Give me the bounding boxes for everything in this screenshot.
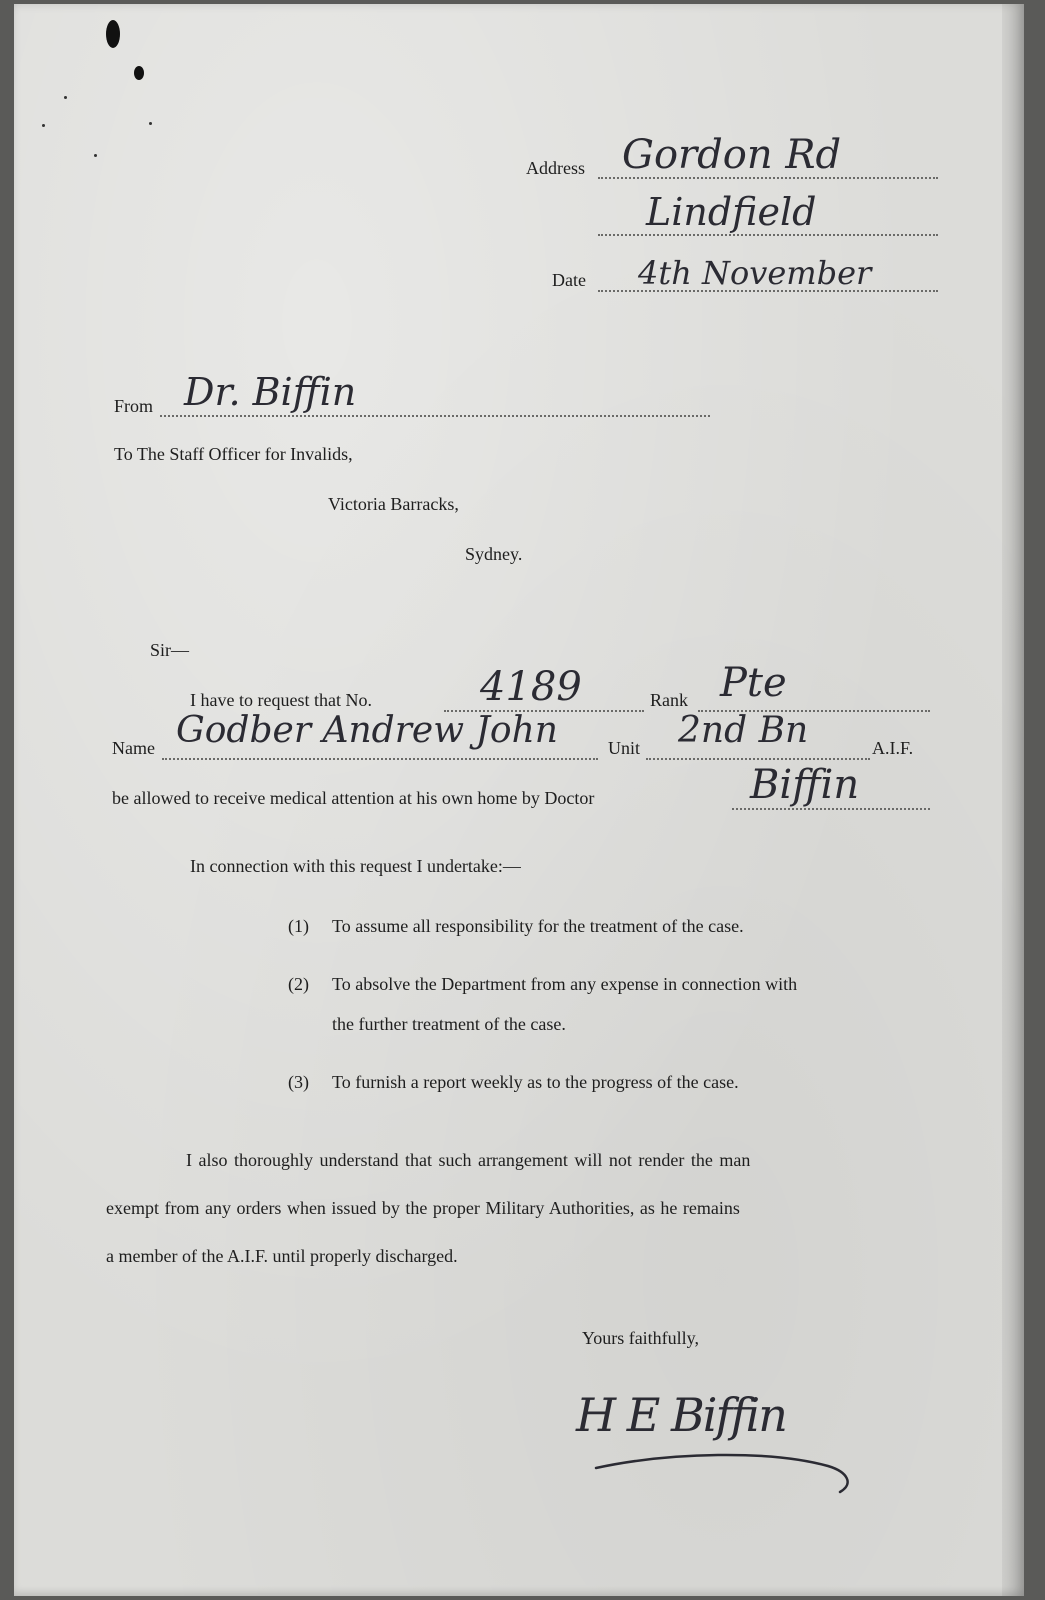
salutation: Sir— xyxy=(150,640,190,660)
item-number: (3) xyxy=(288,1072,309,1092)
address-line2-handwritten: Lindfield xyxy=(646,190,817,234)
closing-paragraph-line2: exempt from any orders when issued by the proper Military Authorities, as he remains xyxy=(106,1198,740,1218)
to-line2: Victoria Barracks, xyxy=(328,494,459,514)
signature: H E Biffin xyxy=(576,1388,786,1442)
page-edge-shadow xyxy=(1002,4,1024,1596)
to-line3: Sydney. xyxy=(465,544,523,564)
name-rule xyxy=(162,758,598,760)
unit-handwritten: 2nd Bn xyxy=(678,710,809,751)
rank-label: Rank xyxy=(650,690,688,710)
unit-rule xyxy=(646,758,870,760)
to-line1: To The Staff Officer for Invalids, xyxy=(114,444,353,464)
item-number: (1) xyxy=(288,916,309,936)
punch-hole xyxy=(106,20,120,48)
from-handwritten: Dr. Biffin xyxy=(184,370,357,414)
punch-hole xyxy=(134,66,144,80)
undertake-intro: In connection with this request I undertake:— xyxy=(190,856,521,876)
name-handwritten: Godber Andrew John xyxy=(176,710,558,751)
paper-speck xyxy=(64,96,67,99)
doctor-handwritten: Biffin xyxy=(750,762,860,808)
valediction: Yours faithfully, xyxy=(582,1328,700,1348)
item-text: To absolve the Department from any expense in connection with xyxy=(332,974,798,994)
from-label: From xyxy=(114,396,154,416)
item-2-continuation: the further treatment of the case. xyxy=(332,1014,566,1034)
from-rule xyxy=(160,415,710,417)
name-label: Name xyxy=(112,738,155,758)
signature-flourish xyxy=(590,1444,870,1514)
closing-paragraph-line3: a member of the A.I.F. until properly discharged. xyxy=(106,1246,458,1266)
item-text: To assume all responsibility for the treatment of the case. xyxy=(332,916,744,936)
address-line2-rule xyxy=(598,234,938,236)
item-text: To furnish a report weekly as to the progress of the case. xyxy=(332,1072,739,1092)
rank-handwritten: Pte xyxy=(720,660,787,706)
paper-speck xyxy=(94,154,97,157)
paper-speck xyxy=(149,122,152,125)
doctor-prefix: be allowed to receive medical attention at his own home by Doctor xyxy=(112,788,595,808)
item-1 xyxy=(288,916,744,937)
service-number-handwritten: 4189 xyxy=(480,664,582,710)
item-number: (2) xyxy=(288,974,309,994)
item-2 xyxy=(288,974,797,995)
aif-suffix: A.I.F. xyxy=(872,738,914,758)
address-label: Address xyxy=(526,158,585,178)
date-label: Date xyxy=(552,270,586,290)
closing-paragraph-line1: I also thoroughly understand that such arrangement will not render the man xyxy=(186,1150,751,1170)
item-3 xyxy=(288,1072,739,1093)
date-handwritten: 4th November xyxy=(638,254,872,292)
doctor-rule xyxy=(732,808,930,810)
request-prefix: I have to request that No. xyxy=(190,690,372,710)
unit-label: Unit xyxy=(608,738,641,758)
paper-speck xyxy=(42,124,45,127)
document-page xyxy=(14,4,1024,1596)
address-line1-handwritten: Gordon Rd xyxy=(622,132,842,178)
